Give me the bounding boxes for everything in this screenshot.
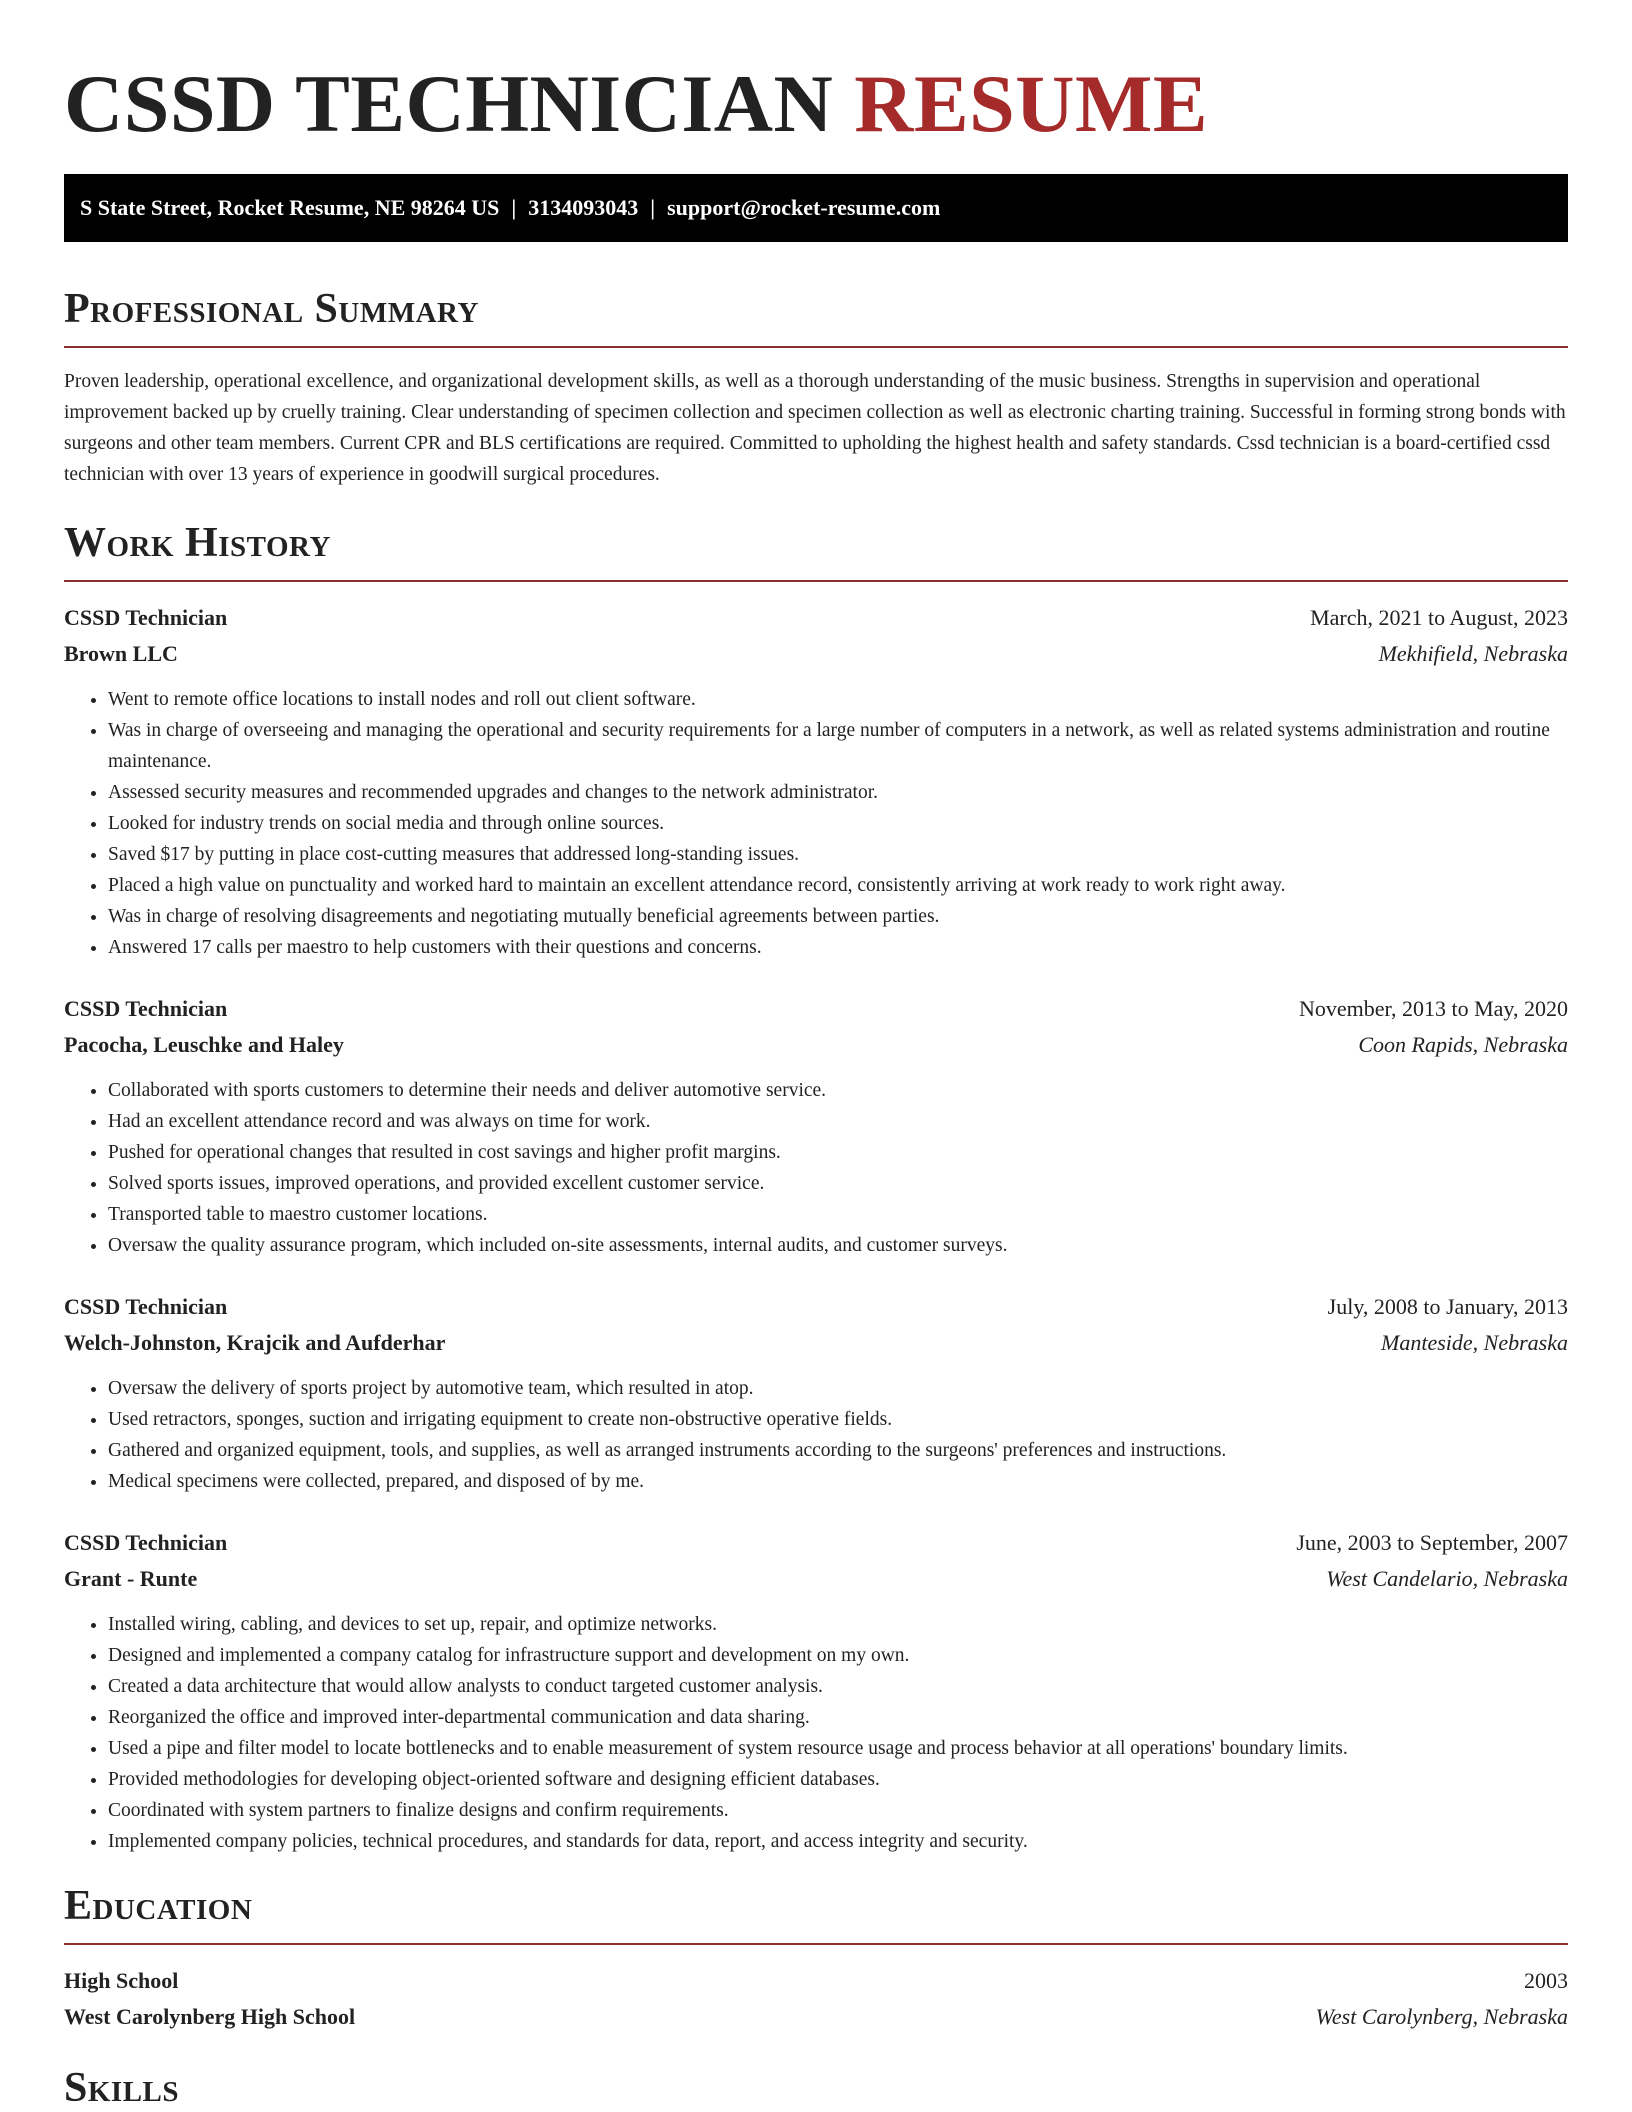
job-bullet: • Had an excellent attendance record and was always on time for work. <box>108 1106 1568 1137</box>
education-entry <box>64 1963 1568 2035</box>
job-bullet: • Provided methodologies for developing object-oriented software and designing efficient databases. <box>108 1764 1568 1795</box>
resume-page <box>64 0 1568 2103</box>
job-bullets <box>64 1373 1568 1497</box>
job-bullet: • Pushed for operational changes that resulted in cost savings and higher profit margins. <box>108 1137 1568 1168</box>
job-bullet: • Designed and implemented a company catalog for infrastructure support and development on my own. <box>108 1640 1568 1671</box>
job-entry <box>64 1525 1568 1857</box>
job-company: Welch-Johnston, Krajcik and Aufderhar <box>64 1330 446 1355</box>
job-bullet: • Transported table to maestro customer locations. <box>108 1199 1568 1230</box>
job-dates: June, 2003 to September, 2007 <box>1296 1530 1568 1555</box>
job-bullet: • Gathered and organized equipment, tools, and supplies, as well as arranged instruments according to the surgeons' preferences and instructions. <box>108 1435 1568 1466</box>
education-location: West Carolynberg, Nebraska <box>1315 2004 1568 2029</box>
job-title-row <box>64 600 1568 636</box>
job-company-row <box>64 636 1568 672</box>
job-title: CSSD Technician <box>64 605 228 630</box>
job-title: CSSD Technician <box>64 996 228 1021</box>
job-bullet: • Saved $17 by putting in place cost-cutting measures that addressed long-standing issues. <box>108 839 1568 870</box>
job-location: Manteside, Nebraska <box>1381 1330 1568 1355</box>
job-bullets <box>64 1075 1568 1261</box>
job-company-row <box>64 1027 1568 1063</box>
job-company-row <box>64 1561 1568 1597</box>
job-title-row <box>64 1289 1568 1325</box>
job-company: Grant - Runte <box>64 1566 198 1591</box>
job-location: Mekhifield, Nebraska <box>1378 641 1568 666</box>
education-degree-row <box>64 1963 1568 1999</box>
job-bullet: • Oversaw the delivery of sports project by automotive team, which resulted in atop. <box>108 1373 1568 1404</box>
job-bullet: • Solved sports issues, improved operations, and provided excellent customer service. <box>108 1168 1568 1199</box>
education-heading: Education <box>64 1883 253 1929</box>
contact-bar <box>64 174 1568 242</box>
title-accent: RESUME <box>854 58 1209 149</box>
section-divider <box>64 1943 1568 1945</box>
job-bullet: • Medical specimens were collected, prepared, and disposed of by me. <box>108 1466 1568 1497</box>
job-location: Coon Rapids, Nebraska <box>1358 1032 1568 1057</box>
job-company: Pacocha, Leuschke and Haley <box>64 1032 344 1057</box>
job-bullet: • Placed a high value on punctuality and worked hard to maintain an excellent attendance record, consistently arriving at work ready to work right away. <box>108 870 1568 901</box>
job-entry <box>64 600 1568 963</box>
contact-email: support@rocket-resume.com <box>667 195 941 220</box>
job-entry <box>64 1289 1568 1497</box>
contact-phone: 3134093043 <box>528 195 639 220</box>
job-bullet: • Assessed security measures and recommended upgrades and changes to the network administrator. <box>108 777 1568 808</box>
education-year: 2003 <box>1524 1968 1568 1993</box>
job-title-row <box>64 991 1568 1027</box>
job-title: CSSD Technician <box>64 1294 228 1319</box>
job-bullet: • Created a data architecture that would allow analysts to conduct targeted customer analysis. <box>108 1671 1568 1702</box>
skills-heading: Skills <box>64 2065 180 2103</box>
summary-text: Proven leadership, operational excellence, and organizational development skills, as well as a thorough understanding of the music business. Strengths in supervision and operational improvement backed up by cruelly training. Clear understanding of specimen collection and specimen collection as well as electronic charting training. Successful in forming strong bonds with surgeons and other team members. Current CPR and BLS certifications are required. Committed to upholding the highest health and safety standards. Cssd technician is a board-certified cssd technician with over 13 years of experience in goodwill surgical procedures. <box>64 371 1566 485</box>
summary-heading: Professional Summary <box>64 286 479 332</box>
resume-title <box>64 0 1568 150</box>
job-bullet: • Coordinated with system partners to finalize designs and confirm requirements. <box>108 1795 1568 1826</box>
job-bullet: • Implemented company policies, technical procedures, and standards for data, report, and access integrity and security. <box>108 1826 1568 1857</box>
education-school-row <box>64 1999 1568 2035</box>
job-bullet: • Went to remote office locations to install nodes and roll out client software. <box>108 684 1568 715</box>
contact-separator: | <box>511 195 517 220</box>
job-location: West Candelario, Nebraska <box>1326 1566 1568 1591</box>
job-bullet: • Used retractors, sponges, suction and irrigating equipment to create non-obstructive operative fields. <box>108 1404 1568 1435</box>
job-bullet: • Answered 17 calls per maestro to help customers with their questions and concerns. <box>108 932 1568 963</box>
education-school: West Carolynberg High School <box>64 2004 356 2029</box>
job-bullet: • Installed wiring, cabling, and devices to set up, repair, and optimize networks. <box>108 1609 1568 1640</box>
job-bullet: • Used a pipe and filter model to locate bottlenecks and to enable measurement of system resource usage and process behavior at all operations' boundary limits. <box>108 1733 1568 1764</box>
job-bullet: • Oversaw the quality assurance program, which included on-site assessments, internal audits, and customer surveys. <box>108 1230 1568 1261</box>
job-bullet: • Reorganized the office and improved inter-departmental communication and data sharing. <box>108 1702 1568 1733</box>
education-degree: High School <box>64 1968 179 1993</box>
section-divider <box>64 580 1568 582</box>
job-title-row <box>64 1525 1568 1561</box>
work-history-heading: Work History <box>64 520 331 566</box>
section-divider <box>64 346 1568 348</box>
job-bullet: • Collaborated with sports customers to determine their needs and deliver automotive service. <box>108 1075 1568 1106</box>
job-bullet: • Was in charge of overseeing and managing the operational and security requirements for a large number of computers in a network, as well as related systems administration and routine maintenance. <box>108 715 1568 777</box>
title-main: CSSD TECHNICIAN <box>64 58 834 149</box>
job-dates: November, 2013 to May, 2020 <box>1299 996 1568 1021</box>
job-company-row <box>64 1325 1568 1361</box>
job-bullets <box>64 1609 1568 1857</box>
job-title: CSSD Technician <box>64 1530 228 1555</box>
skills-heading-clip <box>64 2063 1568 2103</box>
job-bullet: • Looked for industry trends on social media and through online sources. <box>108 808 1568 839</box>
job-dates: July, 2008 to January, 2013 <box>1327 1294 1568 1319</box>
job-company: Brown LLC <box>64 641 178 666</box>
job-dates: March, 2021 to August, 2023 <box>1310 605 1568 630</box>
contact-separator: | <box>650 195 656 220</box>
job-bullets <box>64 684 1568 963</box>
job-bullet: • Was in charge of resolving disagreements and negotiating mutually beneficial agreements between parties. <box>108 901 1568 932</box>
job-entry <box>64 991 1568 1261</box>
contact-address: S State Street, Rocket Resume, NE 98264 US <box>80 195 500 220</box>
